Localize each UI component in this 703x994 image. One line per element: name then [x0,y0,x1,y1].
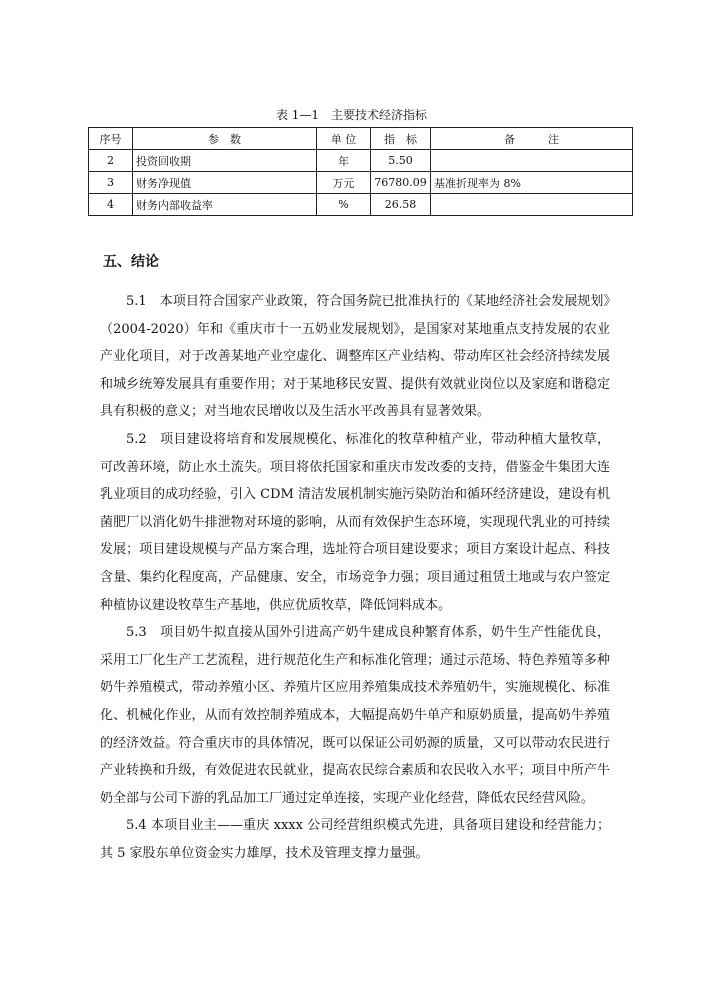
table-row [89,172,633,194]
cell-remark: 基准折现率为 8% [431,172,633,194]
header-remark: 备 注 [431,128,633,150]
section-heading: 五、结论 [103,254,159,270]
header-indicator: 指 标 [371,128,431,150]
cell-param: 投资回收期 [133,150,317,172]
cell-unit: 年 [317,150,371,172]
paragraph-5-2: 5.2 项目建设将培育和发展规模化、标准化的牧草种植产业，带动种植大量牧草，可改善环境，防止水土流失。项目将依托国家和重庆市发改委的支持，借鉴金牛集团大连乳业项目的成功经验，引入 CDM 清洁发展机制实施污染防治和循环经济建设，建设有机菌肥厂以消化奶牛排泄物对环境的影响，从而有效保护生态环境，实现现代乳业的可持续发展；项目建设规模与产品方案合理，选址符合项目建设要求；项目方案设计起点、科技含量、集约化程度高，产品健康、安全，市场竞争力强；项目通过租赁土地或与农户签定种植协议建设牧草生产基地，供应优质牧草，降低饲料成本。 [100,431,610,613]
cell-remark [431,150,633,172]
table-row [89,194,633,216]
conclusion-body [100,288,610,867]
paragraph-5-1: 5.1 本项目符合国家产业政策，符合国务院已批准执行的《某地经济社会发展规划》（2004-2020）年和《重庆市十一五奶业发展规划》，是国家对某地重点支持发展的农业产业化项目，对于改善某地产业空虚化、调整库区产业结构、带动库区社会经济持续发展和城乡统筹发展具有重要作用；对于某地移民安置、提供有效就业岗位以及家庭和谐稳定具有积极的意义；对当地农民增收以及生活水平改善具有显著效果。 [100,294,610,420]
cell-remark [431,194,633,216]
cell-index: 4 [89,194,133,216]
tech-econ-table [88,127,633,216]
header-index: 序号 [89,128,133,150]
cell-value: 26.58 [371,194,431,216]
cell-unit: 万元 [317,172,371,194]
cell-value: 5.50 [371,150,431,172]
table-row [89,150,633,172]
cell-unit: % [317,194,371,216]
table-caption: 表 1—1 主要技术经济指标 [275,108,428,122]
table-header-row [89,128,633,150]
paragraph-5-4: 5.4 本项目业主——重庆 xxxx 公司经营组织模式先进，具备项目建设和经营能力；其 5 家股东单位资金实力雄厚，技术及管理支撑力量强。 [100,818,610,861]
header-param: 参 数 [133,128,317,150]
cell-param: 财务净现值 [133,172,317,194]
cell-value: 76780.09 [371,172,431,194]
header-unit: 单 位 [317,128,371,150]
paragraph-5-3: 5.3 项目奶牛拟直接从国外引进高产奶牛建成良种繁育体系，奶牛生产性能优良，采用工厂化生产工艺流程，进行规范化生产和标准化管理；通过示范场、特色养殖等多种奶牛养殖模式，带动养殖小区、养殖片区应用养殖集成技术养殖奶牛，实施规模化、标准化、机械化作业，从而有效控制养殖成本，大幅提高奶牛单产和原奶质量，提高奶牛养殖的经济效益。符合重庆市的具体情况，既可以保证公司奶源的质量，又可以带动农民进行产业转换和升级，有效促进农民就业，提高农民综合素质和农民收入水平；项目中所产牛奶全部与公司下游的乳品加工厂通过定单连接，实现产业化经营，降低农民经营风险。 [100,625,610,806]
cell-index: 3 [89,172,133,194]
cell-index: 2 [89,150,133,172]
cell-param: 财务内部收益率 [133,194,317,216]
